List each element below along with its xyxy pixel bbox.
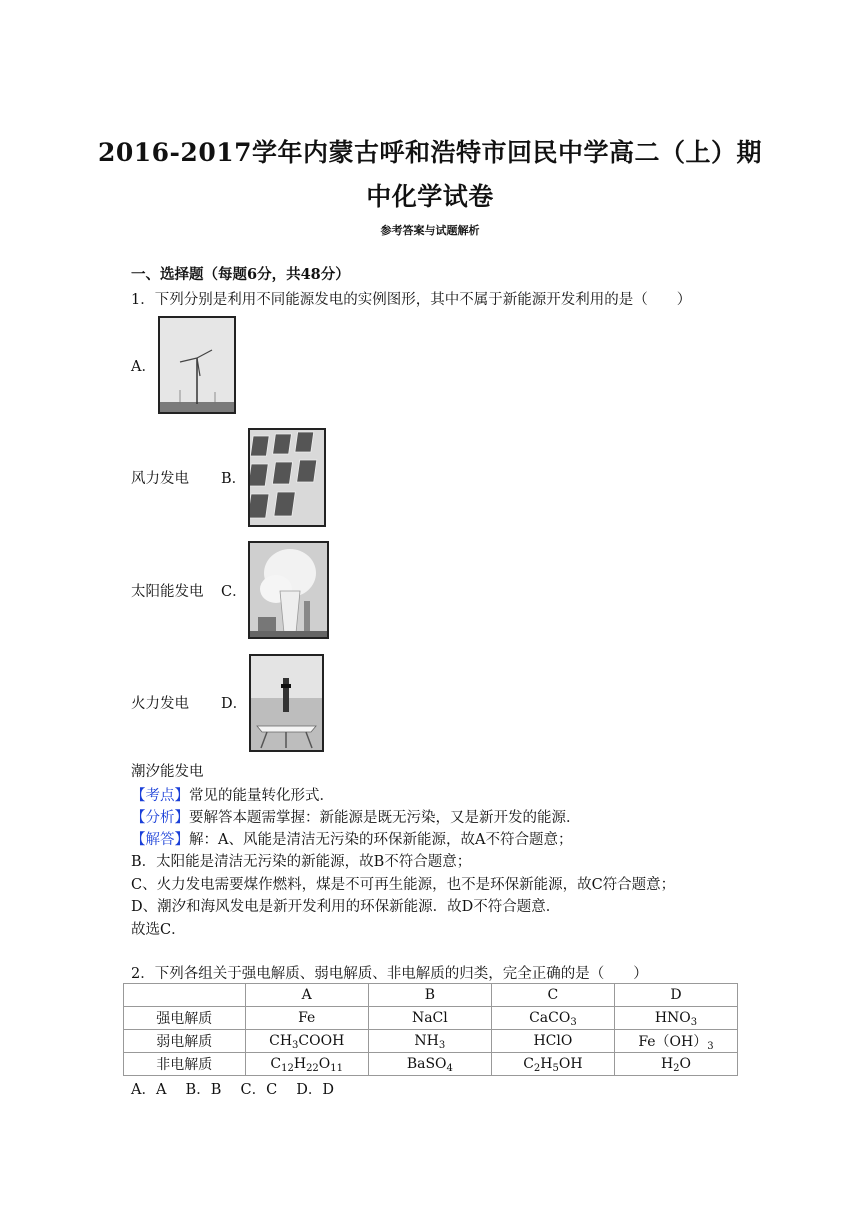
question-2-options: A．A B．B C．C D．D — [131, 1082, 335, 1098]
formula-text: C — [270, 1056, 282, 1072]
fenxi-text: 要解答本题需掌握：新能源是既无污染，又是新开发的能源． — [189, 810, 581, 826]
kaodian-text: 常见的能量转化形式． — [189, 788, 334, 804]
formula-text: BaSO — [406, 1056, 447, 1072]
table-header-cell: A — [245, 984, 368, 1007]
solar-panels-image — [248, 428, 326, 527]
table-row — [124, 1053, 738, 1076]
thermal-plant-image — [248, 541, 329, 639]
table-cell — [491, 1053, 614, 1076]
jieda-line — [131, 828, 572, 849]
row-label: 强电解质 — [124, 1007, 246, 1030]
formula-subscript: 3 — [438, 1040, 446, 1051]
kaodian-line — [131, 784, 334, 805]
formula-subscript: 2 — [533, 1063, 541, 1074]
table-cell — [614, 1030, 737, 1053]
formula-subscript: 2 — [673, 1063, 680, 1074]
table-cell: Fe — [245, 1007, 368, 1030]
table-cell — [491, 1007, 614, 1030]
table-cell — [245, 1030, 368, 1053]
table-row — [124, 1030, 738, 1053]
fenxi-tag: 【分析】 — [131, 810, 189, 826]
page-subtitle: 参考答案与试题解析 — [380, 224, 480, 237]
option-b-letter: B． — [221, 471, 247, 487]
table-header-row — [124, 984, 738, 1007]
wind-turbine-icon — [160, 318, 234, 412]
tidal-turbine-icon — [251, 656, 322, 750]
formula-subscript: 3 — [292, 1040, 299, 1051]
answer-choice: 故选C． — [131, 922, 186, 938]
row-label: 弱电解质 — [124, 1030, 246, 1053]
section-heading: 一、选择题（每题6分，共48分） — [131, 266, 350, 283]
table-header-cell — [124, 984, 246, 1007]
table-cell — [614, 1053, 737, 1076]
row-label: 非电解质 — [124, 1053, 246, 1076]
answer-line-b: B．太阳能是清洁无污染的新能源，故B不符合题意； — [131, 854, 472, 870]
formula-text: NH — [414, 1033, 439, 1049]
formula-subscript: 3 — [707, 1041, 714, 1052]
formula-text: Fe（OH） — [638, 1034, 708, 1050]
table-cell — [368, 1053, 491, 1076]
option-d-letter: D． — [221, 696, 248, 712]
option-a-letter: A． — [131, 359, 156, 375]
jieda-tag: 【解答】 — [131, 832, 189, 848]
option-a-caption: 风力发电 — [131, 471, 189, 487]
chimney-icon — [250, 543, 327, 637]
formula-text: CaCO — [529, 1010, 571, 1026]
formula-text: COOH — [298, 1033, 345, 1049]
formula-subscript: 4 — [446, 1063, 453, 1074]
table-cell — [614, 1007, 737, 1030]
formula-subscript: 3 — [690, 1017, 698, 1028]
answer-line-d: D、潮汐和海风发电是新开发利用的环保新能源．故D不符合题意． — [131, 899, 561, 915]
formula-text: O — [318, 1056, 331, 1072]
formula-text: O — [679, 1056, 692, 1072]
option-c-letter: C． — [221, 584, 247, 600]
table-cell: HClO — [491, 1030, 614, 1053]
question-1-stem: 1．下列分别是利用不同能源发电的实例图形，其中不属于新能源开发利用的是（ ） — [131, 292, 692, 308]
fenxi-line — [131, 806, 581, 827]
table-header-cell: B — [368, 984, 491, 1007]
option-c-caption: 火力发电 — [131, 696, 189, 712]
formula-subscript: 3 — [570, 1017, 577, 1028]
formula-text: HNO — [654, 1010, 691, 1026]
formula-text: H — [660, 1056, 674, 1072]
formula-text: C — [523, 1056, 534, 1072]
option-d-caption: 潮汐能发电 — [131, 764, 204, 780]
option-b-caption: 太阳能发电 — [131, 584, 204, 600]
table-header-cell: D — [614, 984, 737, 1007]
page-title-line2: 中化学试卷 — [366, 182, 494, 211]
table-row — [124, 1007, 738, 1030]
solar-panel-icon — [250, 430, 324, 525]
electrolyte-table — [123, 983, 738, 1076]
formula-text: OH — [558, 1056, 583, 1072]
table-header-cell: C — [491, 984, 614, 1007]
formula-subscript: 11 — [330, 1063, 344, 1074]
formula-subscript: 22 — [306, 1063, 319, 1074]
formula-text: H — [293, 1056, 307, 1072]
page-title: 2016-2017学年内蒙古呼和浩特市回民中学高二（上）期 — [97, 138, 763, 167]
question-2-stem: 2．下列各组关于强电解质、弱电解质、非电解质的归类，完全正确的是（ ） — [131, 966, 648, 982]
answer-line-c: C、火力发电需要煤作燃料，煤是不可再生能源，也不是环保新能源，故C符合题意； — [131, 877, 676, 893]
wind-turbine-image — [158, 316, 236, 414]
formula-subscript: 5 — [552, 1063, 559, 1074]
formula-text: CH — [269, 1033, 293, 1049]
table-cell — [368, 1030, 491, 1053]
tidal-power-image — [249, 654, 324, 752]
jieda-text: 解：A、风能是清洁无污染的环保新能源，故A不符合题意； — [189, 832, 573, 848]
formula-subscript: 12 — [281, 1063, 294, 1074]
formula-text: H — [540, 1056, 553, 1072]
table-cell — [245, 1053, 368, 1076]
table-cell: NaCl — [368, 1007, 491, 1030]
kaodian-tag: 【考点】 — [131, 788, 189, 804]
